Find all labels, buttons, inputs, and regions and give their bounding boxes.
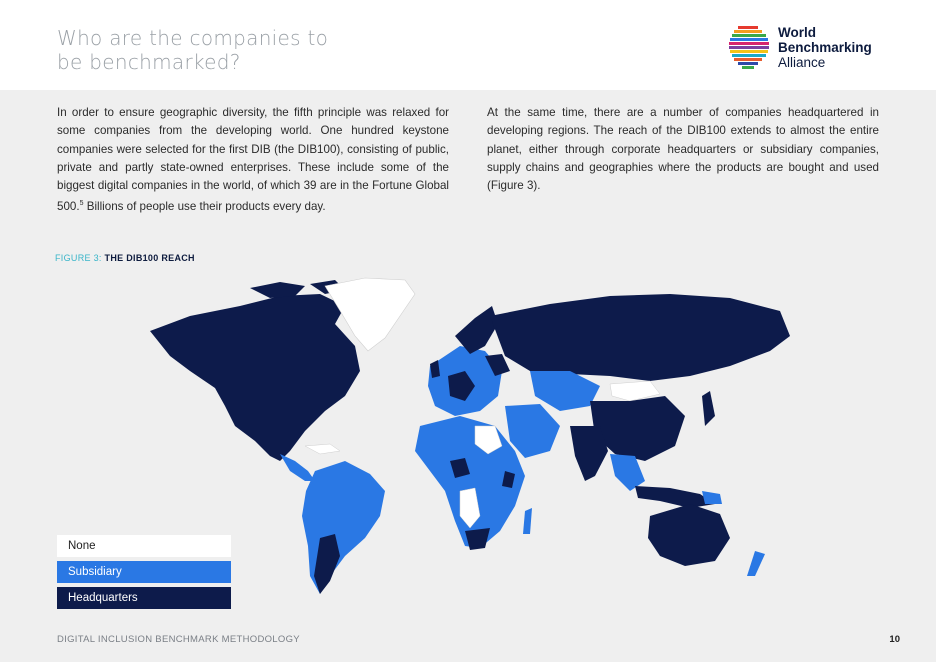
title-line-1: Who are the companies to	[57, 26, 329, 50]
footnote-marker[interactable]: 5	[79, 200, 84, 208]
map-indonesia	[635, 486, 715, 508]
map-central-america	[280, 454, 315, 481]
figure-name: THE DIB100 REACH	[104, 253, 195, 263]
right-paragraph-text: At the same time, there are a number of companies headquartered in developing regions. The reach of the DIB100 extends to almost the entire planet, either through corporate headquarters or subsidiary companies, supply chains and geographies where the products are bought and used (Figure 3).	[487, 106, 879, 193]
figure-caption	[55, 253, 195, 263]
left-paragraph-text: In order to ensure geographic diversity, the fifth principle was relaxed for some companies from the developing world. One hundred keystone companies were selected for the first DIB (the DIB100), consisting of public, private and partly state-owned enterprises. These include some of the biggest digital companies in the world, of which 39 are in the Fortune Global 500.	[57, 106, 449, 214]
page-number: 10	[889, 634, 900, 645]
footer-title: DIGITAL INCLUSION BENCHMARK METHODOLOGY	[57, 634, 300, 645]
map-legend	[57, 535, 231, 613]
legend-headquarters: Headquarters	[57, 587, 231, 609]
map-australia	[648, 504, 730, 566]
page-header	[0, 0, 936, 90]
map-russia	[490, 294, 790, 381]
map-india	[570, 426, 608, 481]
logo-line-3: Alliance	[778, 55, 826, 70]
map-north-america	[150, 294, 360, 461]
legend-none: None	[57, 535, 231, 557]
left-paragraph	[57, 104, 449, 217]
wba-logo-text	[778, 25, 872, 70]
logo-line-1: World	[778, 25, 816, 40]
figure-number: FIGURE 3:	[55, 253, 102, 263]
map-caribbean	[305, 444, 340, 454]
left-paragraph-end: Billions of people use their products every day.	[83, 200, 326, 214]
right-paragraph	[487, 104, 879, 195]
map-new-zealand	[747, 551, 765, 576]
page-title	[57, 26, 377, 74]
map-papua	[702, 491, 722, 504]
map-japan	[702, 391, 715, 426]
map-madagascar	[523, 508, 532, 534]
title-line-2: be benchmarked?	[57, 50, 241, 74]
world-map	[130, 276, 810, 606]
legend-subsidiary: Subsidiary	[57, 561, 231, 583]
wba-logo-icon	[728, 24, 774, 70]
wba-logo	[728, 24, 888, 72]
logo-line-2: Benchmarking	[778, 40, 872, 55]
